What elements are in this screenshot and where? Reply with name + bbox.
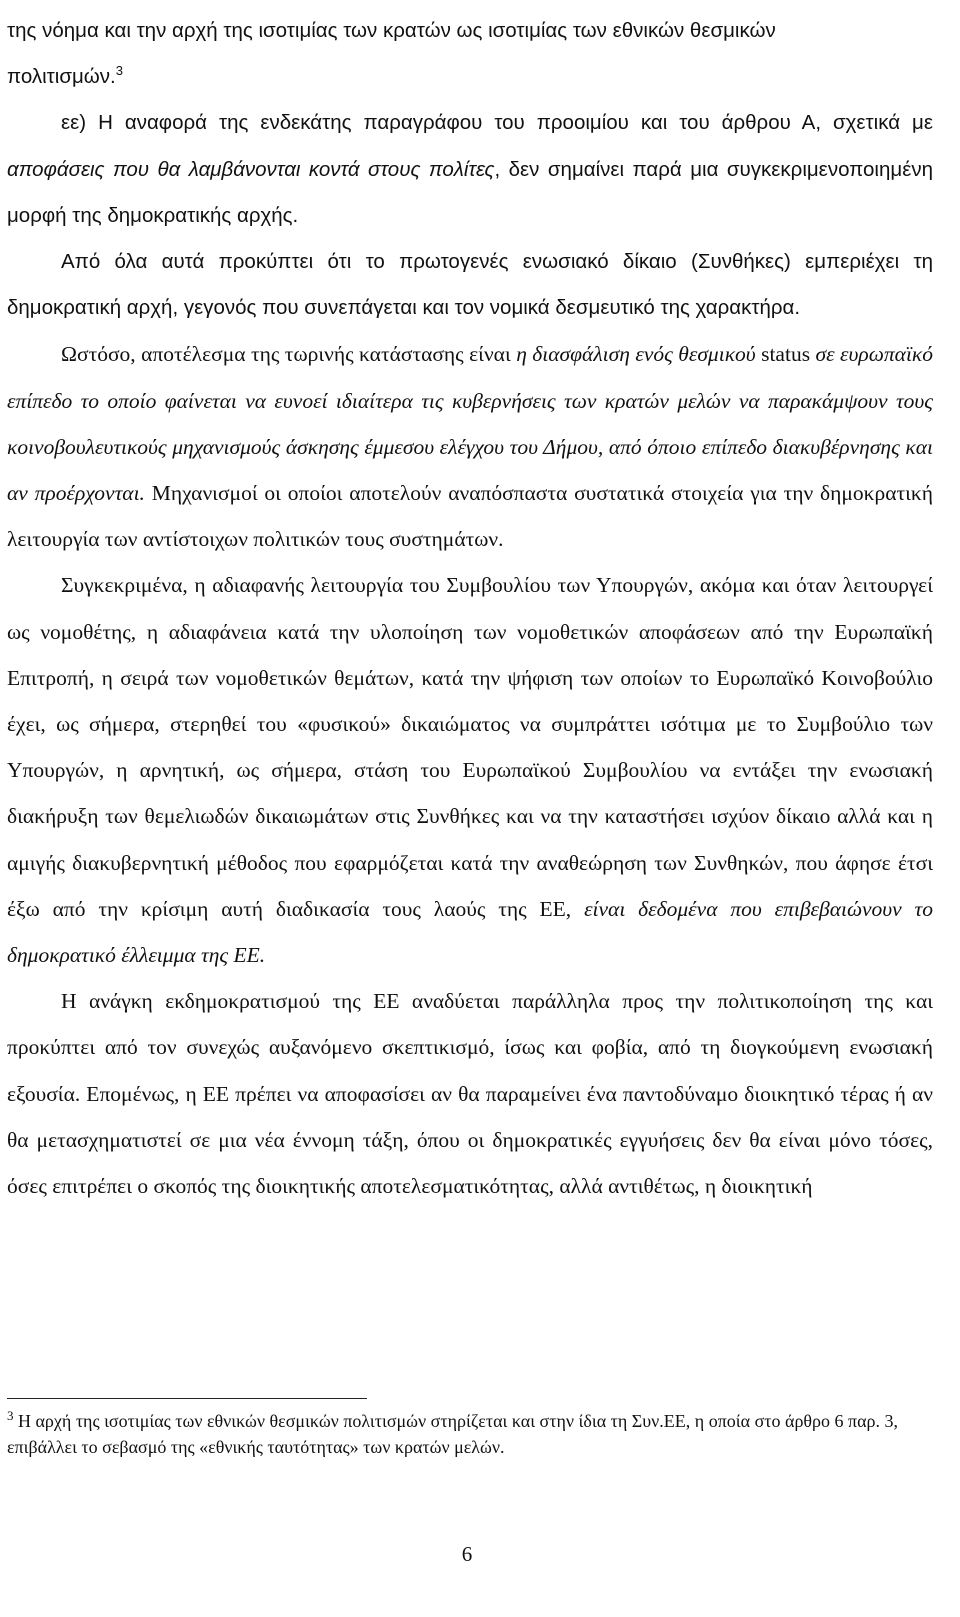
footnote-number: 3 — [7, 1408, 14, 1423]
footnote-reference[interactable]: 3 — [115, 63, 123, 79]
page-number: 6 — [461, 1542, 473, 1566]
document-page — [7, 0, 933, 1209]
paragraph-democratization — [7, 978, 933, 1209]
paragraph-however-status: status — [755, 342, 816, 367]
paragraph-however-italic-1: η διασφάλιση ενός θεσμικού — [516, 342, 756, 367]
continuation-line-2: πολιτισμών. — [7, 65, 116, 89]
paragraph-ee-tail: , δεν σημαίνει παρά μια συγκεκριμενοποιημένη μορφή της δημοκρατικής αρχής. — [7, 157, 933, 227]
footnote-text: Η αρχή της ισοτιμίας των εθνικών θεσμικών πολιτισμών στηρίζεται και στην ίδια τη Συν.ΕΕ, η οποία στο άρθρο 6 παρ. 3, επιβάλλει το σεβασμό της «εθνικής ταυτότητας» των κρατών μελών. — [7, 1411, 899, 1457]
paragraph-democratization-text: Η ανάγκη εκδημοκρατισμού της ΕΕ αναδύεται παράλληλα προς την πολιτικοποίηση της και προκύπτει από τον συνεχώς αυξανόμενο σκεπτικισμό, ίσως και φοβία, από τη διογκούμενη ενωσιακή εξουσία. Επομένως, η ΕΕ πρέπει να αποφασίσει αν θα παραμείνει ένα παντοδύναμο διοικητικό τέρας ή αν θα μετασχηματιστεί σε μια νέα έννομη τάξη, όπου οι δημοκρατικές εγγυήσεις δεν θα είναι μόνο τόσες, όσες επιτρέπει ο σκοπός της διοικητικής αποτελεσματικότητας, αλλά αντιθέτως, η διοικητική — [7, 989, 933, 1199]
paragraph-specifically-italic: είναι δεδομένα που επιβεβαιώνουν το δημοκρατικό έλλειμμα της ΕΕ. — [7, 896, 933, 968]
footnote-separator — [7, 1398, 367, 1399]
paragraph-however-italic-2: σε ευρωπαϊκό επίπεδο το οποίο φαίνεται να ευνοεί ιδιαίτερα τις κυβερνήσεις των κρατών μελών να παρακάμψουν τους κοινοβουλευτικούς μηχανισμούς άσκησης έμμεσου ελέγχου του Δήμου, από όποιο επίπεδο διακυβέρνησης και αν προέρχονται. — [7, 342, 933, 506]
continuation-line-1: της νόημα και την αρχή της ισοτιμίας των κρατών ως ισοτιμίας των εθνικών θεσμικών — [7, 19, 776, 42]
paragraph-ee — [7, 100, 933, 239]
paragraph-conclusion-text: Από όλα αυτά προκύπτει ότι το πρωτογενές ενωσιακό δίκαιο (Συνθήκες) εμπεριέχει τη δημοκρατική αρχή, γεγονός που συνεπάγεται και τον νομικά δεσμευτικό της χαρακτήρα. — [7, 250, 933, 320]
footnote-3 — [7, 1408, 933, 1460]
paragraph-specifically — [7, 562, 933, 978]
paragraph-however — [7, 331, 933, 562]
paragraph-continuation — [7, 8, 933, 100]
paragraph-however-tail: Μηχανισμοί οι οποίοι αποτελούν αναπόσπαστα συστατικά στοιχεία για την δημοκρατική λειτουργία των αντίστοιχων πολιτικών τους συστημάτων. — [7, 481, 933, 552]
paragraph-however-lead: Ωστόσο, αποτέλεσμα της τωρινής κατάστασης είναι — [61, 342, 517, 367]
paragraph-ee-italic: αποφάσεις που θα λαμβάνονται κοντά στους πολίτες — [7, 157, 495, 181]
paragraph-conclusion — [7, 239, 933, 331]
paragraph-specifically-text: Συγκεκριμένα, η αδιαφανής λειτουργία του Συμβουλίου των Υπουργών, ακόμα και όταν λειτουργεί ως νομοθέτης, η αδιαφάνεια κατά την υλοποίηση των νομοθετικών αποφάσεων από την Ευρωπαϊκή Επιτροπή, η σειρά των νομοθετικών θεμάτων, κατά την ψήφιση των οποίων το Ευρωπαϊκό Κοινοβούλιο έχει, ως σήμερα, στερηθεί του «φυσικού» δικαιώματος να συμπράττει ισότιμα με το Συμβούλιο των Υπουργών, η αρνητική, ως σήμερα, στάση του Ευρωπαϊκού Συμβουλίου να εντάξει την ενωσιακή διακήρυξη των θεμελιωδών δικαιωμάτων στις Συνθήκες και να την καταστήσει ισχύον δίκαιο αλλά και η αμιγής διακυβερνητική μέθοδος που εφαρμόζεται κατά την αναθεώρηση των Συνθηκών, που άφησε έτσι έξω από την κρίσιμη αυτή διαδικασία τους λαούς της ΕΕ, — [7, 573, 933, 921]
footnotes — [7, 1408, 933, 1460]
paragraph-ee-text: εε) Η αναφορά της ενδεκάτης παραγράφου του προοιμίου και του άρθρου Α, σχετικά με — [61, 111, 933, 135]
